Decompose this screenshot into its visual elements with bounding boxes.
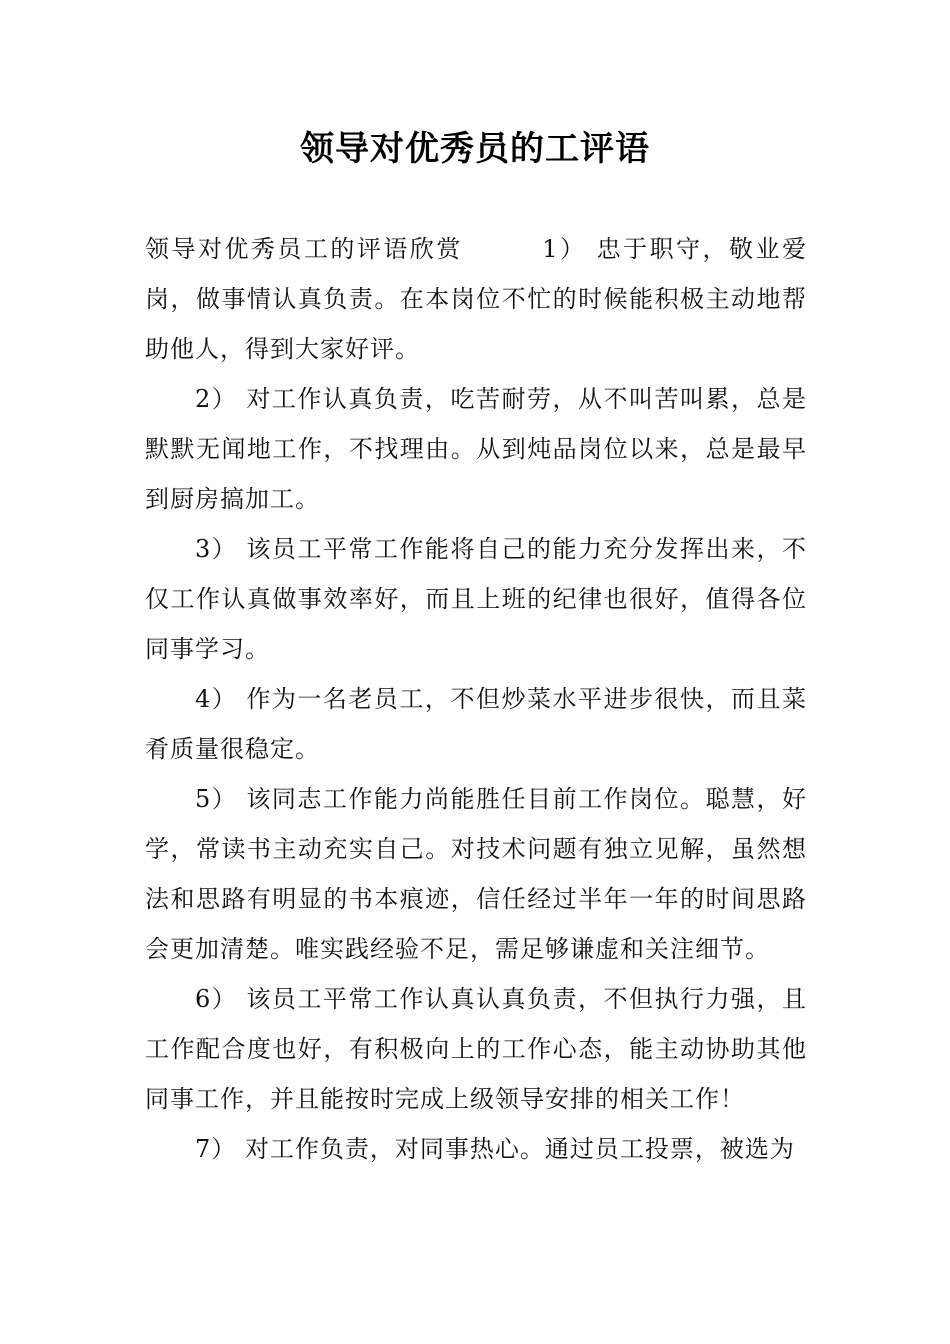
paragraph-3: 3） 该员工平常工作能将自己的能力充分发挥出来，不仅工作认真做事效率好，而且上班的纪律也很好，值得各位同事学习。 xyxy=(145,535,807,663)
document-body xyxy=(145,224,807,1174)
paragraph-7: 7） 对工作负责，对同事热心。通过员工投票，被选为 xyxy=(195,1135,795,1163)
paragraph-1: 领导对优秀员工的评语欣赏 1） 忠于职守，敬业爱岗，做事情认真负责。在本岗位不忙的时候能积极主动地帮助他人，得到大家好评。 xyxy=(145,235,807,363)
paragraph-6: 6） 该员工平常工作认真认真负责，不但执行力强，且工作配合度也好，有积极向上的工作心态，能主动协助其他同事工作，并且能按时完成上级领导安排的相关工作！ xyxy=(145,985,807,1113)
paragraph-2: 2） 对工作认真负责，吃苦耐劳，从不叫苦叫累，总是默默无闻地工作，不找理由。从到炖品岗位以来，总是最早到厨房搞加工。 xyxy=(145,385,807,513)
document-title: 领导对优秀员的工评语 xyxy=(300,129,650,169)
paragraph-5: 5） 该同志工作能力尚能胜任目前工作岗位。聪慧，好学，常读书主动充实自己。对技术问题有独立见解，虽然想法和思路有明显的书本痕迹，信任经过半年一年的时间思路会更加清楚。唯实践经验不足，需足够谦虚和关注细节。 xyxy=(145,785,807,963)
paragraph-4: 4） 作为一名老员工，不但炒菜水平进步很快，而且菜肴质量很稳定。 xyxy=(145,685,807,763)
